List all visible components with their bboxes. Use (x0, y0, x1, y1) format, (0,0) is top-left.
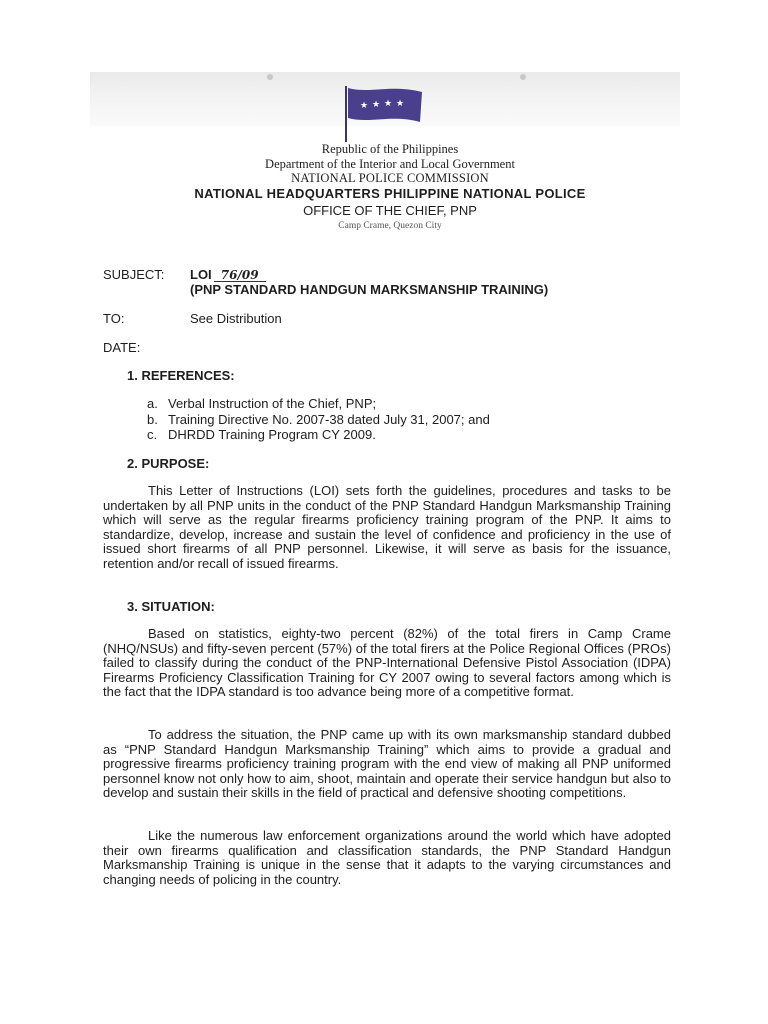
subject-title: (PNP STANDARD HANDGUN MARKSMANSHIP TRAINING) (190, 282, 549, 297)
purpose-title: 2. PURPOSE: (127, 456, 210, 471)
situation-paragraph-1: Based on statistics, eighty-two percent (82%) of the total firers in Camp Crame (NHQ/NSUs) and fifty-seven percent (57%) of the total firers at the Police Regional Offices (PROs) failed to classify during the conduct of the PNP-International Defensive Pistol Association (IDPA) Firearms Proficiency Classification Training for CY 2007 owing to several factors among which is the fact that the IDPA standard is too advance being more of a competitive format. (103, 626, 671, 699)
svg-text:★: ★ (396, 99, 405, 109)
situation-title: 3. SITUATION: (127, 599, 215, 614)
subject-loi-prefix: LOI (190, 267, 212, 282)
situation-paragraph-2: To address the situation, the PNP came up with its own marksmanship standard dubbed as “PNP Standard Handgun Marksmanship Training” which aims to provide a gradual and progressive firearms proficiency training program with the end view of making all PNP uniformed personnel know not only how to aim, shoot, maintain and operate their service handgun but also to develop and sustain their skills in the field of practical and defensive shooting competitions. (103, 727, 671, 800)
subject-loi (190, 267, 266, 282)
letterhead-address: Camp Crame, Quezon City (338, 221, 442, 231)
subject-label: SUBJECT: (103, 267, 165, 282)
svg-text:★: ★ (384, 99, 393, 109)
purpose-paragraph: This Letter of Instructions (LOI) sets forth the guidelines, procedures and tasks to be undertaken by all PNP units in the conduct of the PNP Standard Handgun Marksmanship Training which will serve as the regular firearms proficiency training program of the PNP. It aims to standardize, develop, increase and sustain the level of confidence and proficiency in the use of issued short firearms of all PNP personnel. Likewise, it will serve as basis for the issuance, retention and/or recall of issued firearms. (103, 483, 671, 571)
letterhead-office: OFFICE OF THE CHIEF, PNP (303, 203, 477, 218)
scan-mark (267, 74, 273, 80)
to-value: See Distribution (190, 311, 282, 326)
scan-mark (520, 74, 526, 80)
list-item: c. DHRDD Training Program CY 2009. (147, 427, 376, 442)
date-label: DATE: (103, 340, 141, 355)
letterhead-headquarters: NATIONAL HEADQUARTERS PHILIPPINE NATIONAL POLICE (194, 186, 586, 201)
svg-text:★: ★ (360, 101, 369, 111)
letterhead-republic: Republic of the Philippines (321, 142, 459, 156)
letterhead-department: Department of the Interior and Local Government (265, 157, 515, 171)
to-label: TO: (103, 311, 125, 326)
subject-loi-number: 76/09 (214, 269, 266, 282)
situation-paragraph-3: Like the numerous law enforcement organizations around the world which have adopted their own firearms qualification and classification standards, the PNP Standard Handgun Marksmanship Training is unique in the sense that it adapts to the varying circumstances and changing needs of policing in the country. (103, 828, 671, 887)
four-star-flag-icon (340, 84, 426, 144)
references-title: 1. REFERENCES: (127, 368, 235, 383)
references-list (147, 396, 490, 443)
list-item: b. Training Directive No. 2007-38 dated July 31, 2007; and (147, 411, 490, 427)
svg-text:★: ★ (372, 100, 381, 110)
letterhead-commission: NATIONAL POLICE COMMISSION (291, 171, 489, 185)
list-item: a. Verbal Instruction of the Chief, PNP; (147, 396, 377, 411)
